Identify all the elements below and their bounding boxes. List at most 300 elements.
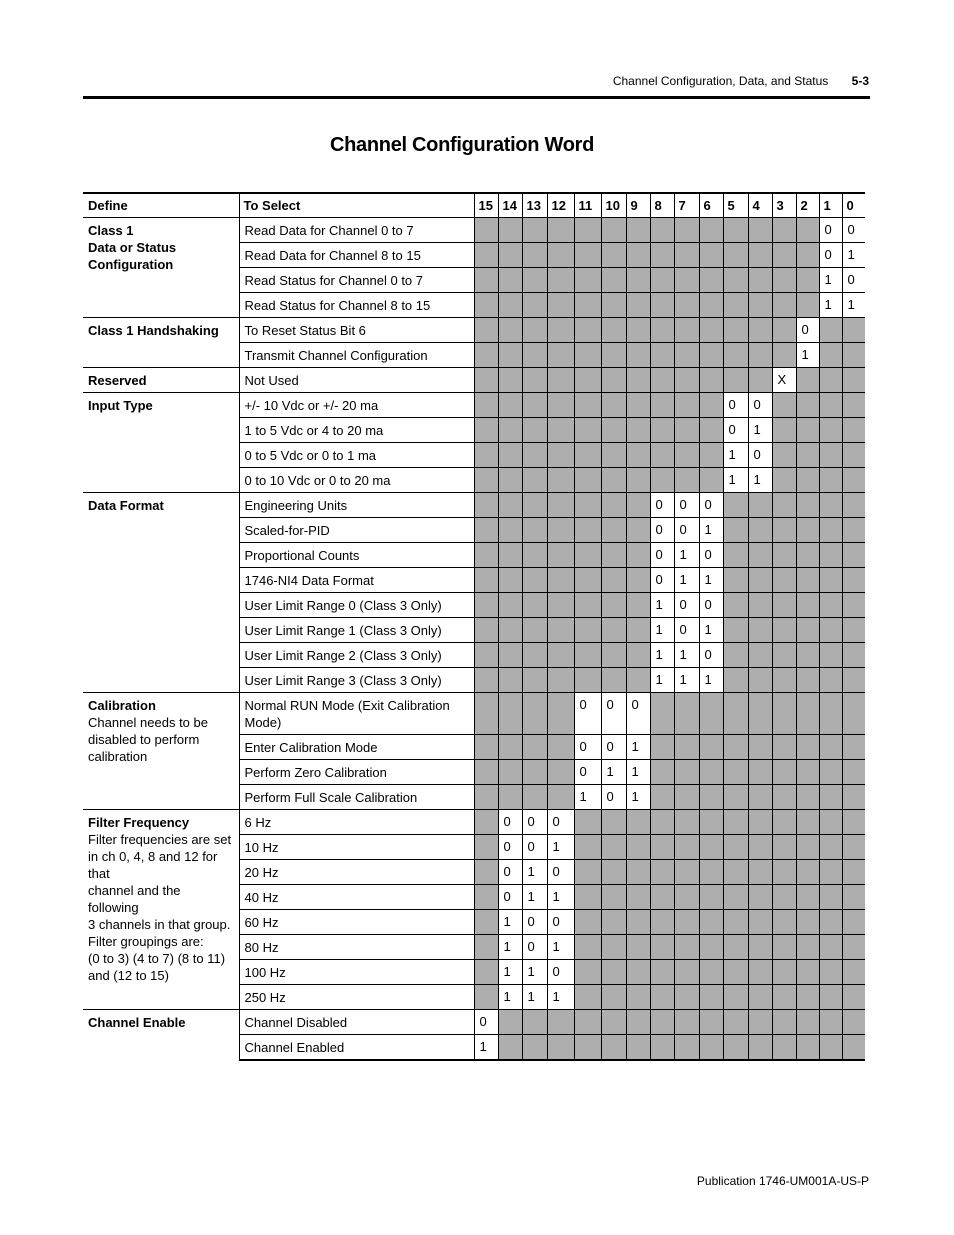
unused-bit-cell	[574, 392, 601, 417]
unused-bit-cell	[796, 367, 819, 392]
unused-bit-cell	[748, 517, 772, 542]
unused-bit-cell	[842, 417, 865, 442]
unused-bit-cell	[723, 1009, 748, 1034]
bit-value-cell: 0	[842, 267, 865, 292]
bit-value-cell: X	[772, 367, 796, 392]
unused-bit-cell	[674, 342, 699, 367]
unused-bit-cell	[474, 392, 498, 417]
table-row	[83, 492, 865, 517]
bit-value-cell: 1	[522, 884, 547, 909]
unused-bit-cell	[796, 292, 819, 317]
unused-bit-cell	[723, 859, 748, 884]
publication-footer: Publication 1746-UM001A-US-P	[696, 1174, 869, 1188]
option-label: Enter Calibration Mode	[239, 734, 474, 759]
bit-value-cell: 1	[547, 834, 574, 859]
unused-bit-cell	[842, 884, 865, 909]
unused-bit-cell	[498, 1009, 522, 1034]
unused-bit-cell	[626, 317, 650, 342]
unused-bit-cell	[650, 217, 674, 242]
unused-bit-cell	[522, 667, 547, 692]
unused-bit-cell	[842, 342, 865, 367]
unused-bit-cell	[819, 859, 842, 884]
bit-header-15: 15	[474, 193, 498, 217]
unused-bit-cell	[748, 267, 772, 292]
unused-bit-cell	[772, 492, 796, 517]
unused-bit-cell	[674, 442, 699, 467]
unused-bit-cell	[674, 1034, 699, 1060]
bit-value-cell: 0	[626, 692, 650, 734]
unused-bit-cell	[574, 542, 601, 567]
unused-bit-cell	[772, 884, 796, 909]
option-label: 100 Hz	[239, 959, 474, 984]
unused-bit-cell	[748, 959, 772, 984]
bit-value-cell: 1	[626, 734, 650, 759]
unused-bit-cell	[748, 217, 772, 242]
bit-header-12: 12	[547, 193, 574, 217]
unused-bit-cell	[547, 442, 574, 467]
bit-value-cell: 0	[574, 759, 601, 784]
unused-bit-cell	[772, 984, 796, 1009]
group-define-title: Input Type	[88, 397, 153, 413]
table-row	[83, 392, 865, 417]
bit-header-3: 3	[772, 193, 796, 217]
bit-value-cell: 1	[650, 667, 674, 692]
unused-bit-cell	[772, 759, 796, 784]
unused-bit-cell	[796, 784, 819, 809]
unused-bit-cell	[601, 592, 626, 617]
unused-bit-cell	[601, 442, 626, 467]
unused-bit-cell	[498, 467, 522, 492]
unused-bit-cell	[674, 417, 699, 442]
unused-bit-cell	[723, 1034, 748, 1060]
unused-bit-cell	[574, 417, 601, 442]
unused-bit-cell	[748, 884, 772, 909]
unused-bit-cell	[474, 492, 498, 517]
bit-value-cell: 0	[650, 567, 674, 592]
bit-value-cell: 1	[842, 292, 865, 317]
unused-bit-cell	[674, 934, 699, 959]
unused-bit-cell	[601, 909, 626, 934]
unused-bit-cell	[674, 984, 699, 1009]
unused-bit-cell	[474, 567, 498, 592]
table-row	[83, 1009, 865, 1034]
option-label: 10 Hz	[239, 834, 474, 859]
unused-bit-cell	[819, 392, 842, 417]
bit-value-cell: 1	[650, 617, 674, 642]
unused-bit-cell	[547, 342, 574, 367]
unused-bit-cell	[772, 959, 796, 984]
unused-bit-cell	[772, 217, 796, 242]
unused-bit-cell	[474, 734, 498, 759]
unused-bit-cell	[819, 1009, 842, 1034]
bit-value-cell: 1	[650, 642, 674, 667]
unused-bit-cell	[474, 834, 498, 859]
bit-value-cell: 0	[674, 617, 699, 642]
unused-bit-cell	[498, 217, 522, 242]
unused-bit-cell	[674, 884, 699, 909]
unused-bit-cell	[574, 642, 601, 667]
unused-bit-cell	[574, 267, 601, 292]
unused-bit-cell	[748, 759, 772, 784]
unused-bit-cell	[772, 317, 796, 342]
bit-value-cell: 0	[699, 592, 723, 617]
bit-header-14: 14	[498, 193, 522, 217]
unused-bit-cell	[699, 367, 723, 392]
unused-bit-cell	[626, 242, 650, 267]
unused-bit-cell	[574, 467, 601, 492]
unused-bit-cell	[626, 642, 650, 667]
unused-bit-cell	[626, 1009, 650, 1034]
unused-bit-cell	[601, 617, 626, 642]
unused-bit-cell	[819, 442, 842, 467]
unused-bit-cell	[574, 1009, 601, 1034]
unused-bit-cell	[819, 467, 842, 492]
bit-value-cell: 0	[498, 884, 522, 909]
group-define-note: in ch 0, 4, 8 and 12 for that	[88, 848, 218, 881]
unused-bit-cell	[723, 667, 748, 692]
group-define-note: 3 channels in that group.	[88, 916, 231, 932]
unused-bit-cell	[574, 1034, 601, 1060]
unused-bit-cell	[601, 1034, 626, 1060]
bit-value-cell: 0	[819, 242, 842, 267]
unused-bit-cell	[772, 809, 796, 834]
bit-header-1: 1	[819, 193, 842, 217]
table-row	[83, 367, 865, 392]
unused-bit-cell	[574, 517, 601, 542]
unused-bit-cell	[650, 342, 674, 367]
unused-bit-cell	[498, 567, 522, 592]
unused-bit-cell	[842, 859, 865, 884]
unused-bit-cell	[674, 367, 699, 392]
option-label: Read Status for Channel 0 to 7	[239, 267, 474, 292]
unused-bit-cell	[819, 1034, 842, 1060]
bit-value-cell: 1	[699, 517, 723, 542]
unused-bit-cell	[574, 984, 601, 1009]
unused-bit-cell	[723, 809, 748, 834]
unused-bit-cell	[842, 667, 865, 692]
unused-bit-cell	[498, 667, 522, 692]
unused-bit-cell	[474, 292, 498, 317]
group-define-title: Filter Frequency	[88, 814, 190, 830]
unused-bit-cell	[574, 567, 601, 592]
unused-bit-cell	[474, 342, 498, 367]
unused-bit-cell	[819, 542, 842, 567]
unused-bit-cell	[547, 1034, 574, 1060]
unused-bit-cell	[474, 592, 498, 617]
unused-bit-cell	[601, 667, 626, 692]
unused-bit-cell	[723, 367, 748, 392]
unused-bit-cell	[601, 959, 626, 984]
unused-bit-cell	[547, 242, 574, 267]
unused-bit-cell	[674, 467, 699, 492]
option-label: User Limit Range 0 (Class 3 Only)	[239, 592, 474, 617]
unused-bit-cell	[626, 292, 650, 317]
unused-bit-cell	[650, 267, 674, 292]
unused-bit-cell	[796, 217, 819, 242]
unused-bit-cell	[748, 567, 772, 592]
section-title: Channel Configuration, Data, and Status	[612, 74, 829, 88]
bit-value-cell: 0	[699, 492, 723, 517]
unused-bit-cell	[601, 809, 626, 834]
group-define-title: Class 1	[88, 222, 134, 238]
unused-bit-cell	[498, 242, 522, 267]
unused-bit-cell	[601, 642, 626, 667]
unused-bit-cell	[842, 809, 865, 834]
unused-bit-cell	[699, 784, 723, 809]
unused-bit-cell	[819, 884, 842, 909]
unused-bit-cell	[842, 642, 865, 667]
channel-configuration-table	[83, 192, 865, 1061]
unused-bit-cell	[723, 242, 748, 267]
unused-bit-cell	[674, 217, 699, 242]
unused-bit-cell	[574, 317, 601, 342]
unused-bit-cell	[522, 784, 547, 809]
unused-bit-cell	[574, 217, 601, 242]
bit-value-cell: 1	[626, 784, 650, 809]
unused-bit-cell	[547, 667, 574, 692]
unused-bit-cell	[650, 692, 674, 734]
unused-bit-cell	[796, 542, 819, 567]
bit-value-cell: 1	[748, 467, 772, 492]
unused-bit-cell	[498, 784, 522, 809]
group-define-title: Channel Enable	[88, 1014, 186, 1030]
bit-value-cell: 0	[498, 859, 522, 884]
unused-bit-cell	[772, 909, 796, 934]
option-label: To Reset Status Bit 6	[239, 317, 474, 342]
bit-value-cell: 0	[650, 492, 674, 517]
unused-bit-cell	[522, 317, 547, 342]
unused-bit-cell	[772, 417, 796, 442]
unused-bit-cell	[674, 959, 699, 984]
unused-bit-cell	[748, 317, 772, 342]
unused-bit-cell	[650, 784, 674, 809]
unused-bit-cell	[522, 567, 547, 592]
unused-bit-cell	[796, 517, 819, 542]
unused-bit-cell	[748, 542, 772, 567]
unused-bit-cell	[547, 567, 574, 592]
define-column-header: Define	[83, 193, 239, 217]
unused-bit-cell	[819, 592, 842, 617]
unused-bit-cell	[796, 692, 819, 734]
unused-bit-cell	[674, 267, 699, 292]
unused-bit-cell	[699, 759, 723, 784]
unused-bit-cell	[650, 884, 674, 909]
unused-bit-cell	[842, 984, 865, 1009]
unused-bit-cell	[723, 267, 748, 292]
group-define-note: Channel needs to be	[88, 714, 208, 730]
unused-bit-cell	[796, 617, 819, 642]
unused-bit-cell	[772, 734, 796, 759]
unused-bit-cell	[796, 467, 819, 492]
unused-bit-cell	[522, 542, 547, 567]
unused-bit-cell	[474, 692, 498, 734]
unused-bit-cell	[723, 342, 748, 367]
unused-bit-cell	[819, 809, 842, 834]
unused-bit-cell	[819, 517, 842, 542]
unused-bit-cell	[819, 342, 842, 367]
unused-bit-cell	[772, 784, 796, 809]
unused-bit-cell	[547, 617, 574, 642]
bit-value-cell: 0	[547, 859, 574, 884]
unused-bit-cell	[796, 442, 819, 467]
unused-bit-cell	[674, 292, 699, 317]
unused-bit-cell	[772, 542, 796, 567]
unused-bit-cell	[674, 1009, 699, 1034]
unused-bit-cell	[842, 542, 865, 567]
unused-bit-cell	[748, 642, 772, 667]
unused-bit-cell	[547, 734, 574, 759]
unused-bit-cell	[498, 759, 522, 784]
option-label: Read Data for Channel 0 to 7	[239, 217, 474, 242]
bit-value-cell: 1	[842, 242, 865, 267]
bit-header-11: 11	[574, 193, 601, 217]
unused-bit-cell	[574, 242, 601, 267]
bit-value-cell: 0	[498, 809, 522, 834]
unused-bit-cell	[574, 809, 601, 834]
unused-bit-cell	[772, 292, 796, 317]
unused-bit-cell	[626, 667, 650, 692]
unused-bit-cell	[601, 217, 626, 242]
unused-bit-cell	[574, 934, 601, 959]
unused-bit-cell	[650, 292, 674, 317]
unused-bit-cell	[748, 784, 772, 809]
unused-bit-cell	[498, 442, 522, 467]
unused-bit-cell	[674, 909, 699, 934]
unused-bit-cell	[772, 1009, 796, 1034]
unused-bit-cell	[699, 884, 723, 909]
unused-bit-cell	[574, 492, 601, 517]
unused-bit-cell	[626, 592, 650, 617]
unused-bit-cell	[772, 517, 796, 542]
option-label: Not Used	[239, 367, 474, 392]
bit-value-cell: 0	[474, 1009, 498, 1034]
option-label: 1 to 5 Vdc or 4 to 20 ma	[239, 417, 474, 442]
unused-bit-cell	[772, 859, 796, 884]
unused-bit-cell	[796, 392, 819, 417]
group-define-title: Calibration	[88, 697, 156, 713]
unused-bit-cell	[650, 1034, 674, 1060]
unused-bit-cell	[748, 909, 772, 934]
group-define-cell	[83, 692, 239, 809]
bit-value-cell: 1	[522, 859, 547, 884]
unused-bit-cell	[699, 467, 723, 492]
unused-bit-cell	[819, 367, 842, 392]
unused-bit-cell	[842, 442, 865, 467]
unused-bit-cell	[772, 442, 796, 467]
group-define-note: channel and the following	[88, 882, 181, 915]
unused-bit-cell	[748, 734, 772, 759]
unused-bit-cell	[626, 809, 650, 834]
unused-bit-cell	[601, 542, 626, 567]
unused-bit-cell	[498, 392, 522, 417]
unused-bit-cell	[699, 834, 723, 859]
unused-bit-cell	[626, 442, 650, 467]
unused-bit-cell	[601, 1009, 626, 1034]
bit-header-10: 10	[601, 193, 626, 217]
unused-bit-cell	[547, 542, 574, 567]
unused-bit-cell	[474, 859, 498, 884]
unused-bit-cell	[748, 242, 772, 267]
unused-bit-cell	[574, 884, 601, 909]
unused-bit-cell	[748, 1034, 772, 1060]
unused-bit-cell	[772, 392, 796, 417]
bit-value-cell: 1	[522, 959, 547, 984]
unused-bit-cell	[474, 759, 498, 784]
unused-bit-cell	[522, 492, 547, 517]
unused-bit-cell	[522, 734, 547, 759]
unused-bit-cell	[474, 984, 498, 1009]
bit-header-5: 5	[723, 193, 748, 217]
unused-bit-cell	[650, 934, 674, 959]
unused-bit-cell	[601, 834, 626, 859]
unused-bit-cell	[819, 909, 842, 934]
option-label: 6 Hz	[239, 809, 474, 834]
unused-bit-cell	[474, 467, 498, 492]
unused-bit-cell	[842, 734, 865, 759]
option-label: Channel Enabled	[239, 1034, 474, 1060]
table-row	[83, 317, 865, 342]
bit-header-9: 9	[626, 193, 650, 217]
unused-bit-cell	[748, 1009, 772, 1034]
unused-bit-cell	[748, 692, 772, 734]
unused-bit-cell	[772, 1034, 796, 1060]
group-define-cell	[83, 1009, 239, 1060]
unused-bit-cell	[796, 267, 819, 292]
unused-bit-cell	[796, 592, 819, 617]
unused-bit-cell	[772, 242, 796, 267]
unused-bit-cell	[626, 367, 650, 392]
unused-bit-cell	[498, 542, 522, 567]
group-define-cell	[83, 317, 239, 367]
bit-value-cell: 0	[819, 217, 842, 242]
unused-bit-cell	[574, 292, 601, 317]
unused-bit-cell	[674, 809, 699, 834]
unused-bit-cell	[522, 367, 547, 392]
unused-bit-cell	[474, 642, 498, 667]
unused-bit-cell	[574, 909, 601, 934]
unused-bit-cell	[796, 492, 819, 517]
unused-bit-cell	[498, 492, 522, 517]
option-label: Channel Disabled	[239, 1009, 474, 1034]
unused-bit-cell	[819, 759, 842, 784]
unused-bit-cell	[723, 517, 748, 542]
unused-bit-cell	[842, 1034, 865, 1060]
unused-bit-cell	[748, 859, 772, 884]
unused-bit-cell	[723, 909, 748, 934]
bit-value-cell: 0	[723, 417, 748, 442]
unused-bit-cell	[498, 292, 522, 317]
bit-value-cell: 1	[819, 292, 842, 317]
unused-bit-cell	[574, 342, 601, 367]
unused-bit-cell	[522, 292, 547, 317]
unused-bit-cell	[522, 642, 547, 667]
unused-bit-cell	[650, 909, 674, 934]
bit-value-cell: 0	[748, 442, 772, 467]
unused-bit-cell	[674, 317, 699, 342]
unused-bit-cell	[474, 617, 498, 642]
unused-bit-cell	[601, 567, 626, 592]
running-header	[613, 74, 869, 88]
unused-bit-cell	[723, 567, 748, 592]
unused-bit-cell	[650, 984, 674, 1009]
unused-bit-cell	[819, 834, 842, 859]
header-rule	[83, 96, 870, 99]
unused-bit-cell	[650, 317, 674, 342]
unused-bit-cell	[601, 467, 626, 492]
unused-bit-cell	[601, 242, 626, 267]
unused-bit-cell	[474, 909, 498, 934]
unused-bit-cell	[674, 759, 699, 784]
